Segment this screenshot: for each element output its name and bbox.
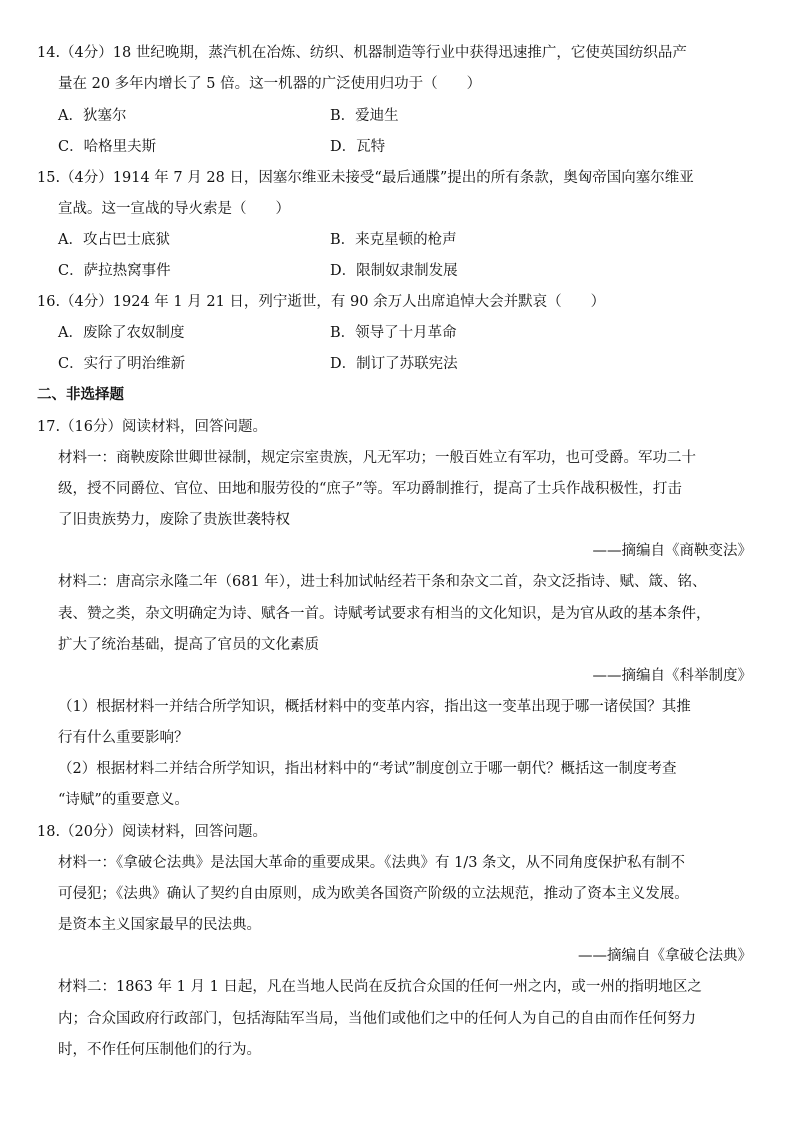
- q15-option-d: D．限制奴隶制发展: [330, 263, 458, 279]
- q14-option-c: C．哈格里夫斯: [58, 139, 157, 155]
- q17-source1: ——摘编自《商鞅变法》: [592, 543, 752, 559]
- q14-option-a: A．狄塞尔: [58, 108, 127, 124]
- q14-stem-line2: 量在 20 多年内增长了 5 倍。这一机器的广泛使用归功于（ ）: [58, 76, 482, 92]
- q17-subquestion1-line2: 行有什么重要影响？: [58, 730, 189, 746]
- q16-option-a: A．废除了农奴制度: [58, 325, 185, 341]
- q15-option-b: B．来克星顿的枪声: [330, 232, 457, 248]
- q18-heading: 18.（20分）阅读材料，回答问题。: [37, 824, 268, 840]
- q16-option-b: B．领导了十月革命: [330, 325, 457, 341]
- q15-stem-line1: 15.（4分）1914 年 7 月 28 日，因塞尔维亚未接受“最后通牒”提出的所有条款，奥匈帝国向塞尔维亚: [37, 170, 694, 186]
- q15-stem-line2: 宣战。这一宣战的导火索是（ ）: [58, 201, 290, 217]
- q17-subquestion2-line2: “诗赋”的重要意义。: [58, 792, 189, 808]
- q17-material1-line3: 了旧贵族势力，废除了贵族世袭特权: [58, 512, 290, 528]
- q18-material1-line1: 材料一：《拿破仑法典》是法国大革命的重要成果。《法典》有 1/3 条文，从不同角度保护私有制不: [58, 855, 686, 871]
- q14-option-b: B．爱迪生: [330, 108, 399, 124]
- q16-option-c: C．实行了明治维新: [58, 356, 186, 372]
- q17-material2-line2: 表、赞之类，杂文明确定为诗、赋各一首。诗赋考试要求有相当的文化知识，是为官从政的基本条件，: [58, 606, 711, 622]
- q15-option-a: A．攻占巴士底狱: [58, 232, 170, 248]
- section-heading: 二、非选择题: [37, 386, 124, 403]
- q17-subquestion1-line1: （1）根据材料一并结合所学知识，概括材料中的变革内容，指出这一变革出现于哪一诸侯国？其推: [58, 699, 691, 715]
- q17-subquestion2-line1: （2）根据材料二并结合所学知识，指出材料中的“考试”制度创立于哪一朝代？概括这一制度考查: [58, 761, 677, 777]
- q18-source1: ——摘编自《拿破仑法典》: [578, 948, 752, 964]
- q16-option-d: D．制订了苏联宪法: [330, 356, 458, 372]
- q18-material2-line3: 时，不作任何压制他们的行为。: [58, 1042, 261, 1058]
- q15-option-c: C．萨拉热窝事件: [58, 263, 171, 279]
- q17-material2-line3: 扩大了统治基础，提高了官员的文化素质: [58, 637, 319, 653]
- q17-heading: 17.（16分）阅读材料，回答问题。: [37, 419, 268, 435]
- q17-source2: ——摘编自《科举制度》: [592, 668, 752, 684]
- q18-material1-line3: 是资本主义国家最早的民法典。: [58, 917, 261, 933]
- q16-stem: 16.（4分）1924 年 1 月 21 日，列宁逝世，有 90 余万人出席追悼大会并默哀（ ）: [37, 294, 606, 310]
- q18-material2-line2: 内；合众国政府行政部门，包括海陆军当局，当他们或他们之中的任何人为自己的自由而作任何努力: [58, 1011, 696, 1027]
- q14-option-d: D．瓦特: [330, 139, 386, 155]
- q17-material2-line1: 材料二：唐高宗永隆二年（681 年），进士科加试帖经若干条和杂文二首，杂文泛指诗、赋、箴、铭、: [58, 574, 707, 590]
- q18-material2-line1: 材料二：1863 年 1 月 1 日起，凡在当地人民尚在反抗合众国的任何一州之内，或一州的指明地区之: [58, 979, 702, 995]
- q17-material1-line2: 级，授不同爵位、官位、田地和服劳役的“庶子”等。军功爵制推行，提高了士兵作战积极性，打击: [58, 481, 682, 497]
- q18-material1-line2: 可侵犯；《法典》确认了契约自由原则，成为欧美各国资产阶级的立法规范，推动了资本主义发展。: [58, 886, 689, 902]
- q14-stem-line1: 14.（4分）18 世纪晚期，蒸汽机在冶炼、纺织、机器制造等行业中获得迅速推广，它使英国纺织品产: [37, 45, 687, 61]
- q17-material1-line1: 材料一：商鞅废除世卿世禄制，规定宗室贵族，凡无军功；一般百姓立有军功，也可受爵。军功二十: [58, 450, 696, 466]
